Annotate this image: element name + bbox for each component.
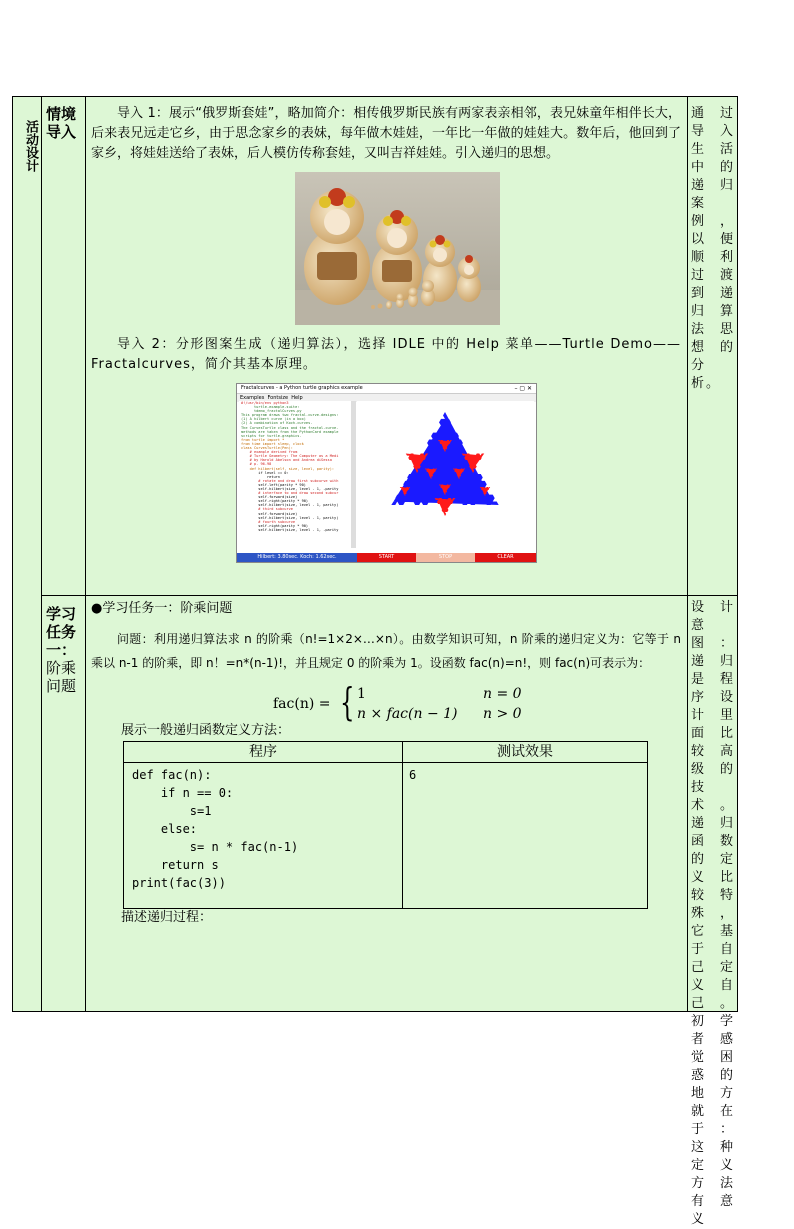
column-divider: [41, 97, 42, 1011]
demo-code-line: self.left(parity * 90): [241, 482, 306, 487]
formula-case1-cond: n = 0: [483, 686, 522, 702]
demo-code-line: return: [241, 474, 280, 479]
demo-code-line: self.hilbert(size, level - 1, -parity: [241, 486, 339, 491]
demo-code-line: class CurvesTurtle(Pen):: [241, 446, 293, 451]
demo-code-line: def hilbert(self, size, level, parity):: [241, 466, 335, 471]
window-controls: – ▢ ✕: [514, 385, 532, 392]
lesson-table: [12, 96, 738, 1227]
problem-paragraph: 问题：利用递归算法求 n 的阶乘（n!=1×2×…×n）。由数学知识可知，n 阶乘的递归定义为：它等于 n 乘以 n-1 的阶乘，即 n！=n*(n-1)!，并且规定 0 的阶乘为 1。设函数 fac(n)=n!，则 fac(n)可表示为：: [91, 632, 681, 670]
code-line: def fac(n):: [132, 768, 212, 782]
scrollbar[interactable]: [351, 401, 356, 548]
show-method-text: 展示一般递归函数定义方法：: [121, 723, 291, 738]
red-fractal-blob: [435, 498, 456, 516]
table-header-divider: [124, 762, 647, 763]
window-titlebar: [237, 384, 536, 394]
task1-title: ●学习任务一：阶乘问题: [91, 601, 233, 616]
code-line: else:: [132, 822, 198, 836]
demo-code-line: The CurvesTurtle class and the fractal-curve-: [241, 425, 339, 430]
demo-code-line: # fourth subcurve: [241, 519, 296, 524]
demo-code-line: tdemo_fractalCurves.py: [241, 409, 302, 414]
test-result: 6: [409, 768, 417, 782]
fac-formula: [273, 680, 533, 724]
stop-button[interactable]: STOP: [416, 553, 475, 562]
task1-label-sub: 阶乘问题: [46, 659, 77, 695]
code-line: s= n * fac(n-1): [132, 840, 299, 854]
intro2-paragraph: 导入 2：分形图案生成（递归算法），选择 IDLE 中的 Help 菜单——Turtle Demo——Fractalcurves，简介其基本原理。: [91, 337, 681, 372]
code-table: [123, 741, 648, 909]
activity-design-label: 活动设计: [23, 120, 38, 172]
code-pane: [239, 401, 351, 548]
demo-code-line: self.forward(size): [241, 495, 298, 500]
demo-code-line: (1) A hilbert curve (in a box): [241, 417, 306, 422]
demo-code-line: # Turtle Geometry: The Computer as a Medi: [241, 454, 339, 459]
task1-label-bold: 学习任务一：: [46, 605, 77, 659]
demo-code-line: This program draws two fractal-curve-designs:: [241, 413, 339, 418]
start-button[interactable]: START: [357, 553, 416, 562]
table-header-result: 测试效果: [497, 744, 553, 760]
menu-examples[interactable]: Examples: [240, 395, 265, 401]
column-divider: [85, 97, 86, 1011]
demo-code-line: methods are taken from the PythonCard example: [241, 429, 339, 434]
demo-code-line: self.right(parity * 90): [241, 523, 309, 528]
formula-brace: {: [340, 680, 355, 724]
column-divider: [687, 97, 688, 1011]
demo-code-line: # by Harold Abelson and Andrea diSessa: [241, 458, 332, 463]
row-divider: [41, 595, 737, 596]
formula-lhs: fac(n) =: [273, 696, 331, 712]
formula-case1: 1: [357, 686, 366, 702]
demo-code-line: scripts for turtle-graphics.: [241, 433, 302, 438]
menu-fontsize[interactable]: Fontsize: [267, 395, 289, 401]
formula-case2: n × fac(n − 1): [357, 706, 458, 722]
window-title: Fractalcurves - a Python turtle graphics example: [241, 385, 363, 391]
design-note-2: 设计意图：递归是程序设计里面比较高级的技术。递归函数的定义比较特殊，它基于自己定义自己。初学者感觉困惑的地方就在于：这种定义方法有意义: [691, 600, 735, 1227]
demo-code-line: #!/usr/bin/env python3: [241, 401, 289, 405]
clear-button[interactable]: CLEAR: [475, 553, 536, 562]
demo-code-line: # rotate and draw first subcurve with: [241, 478, 339, 483]
demo-code-line: turtle-example-suite:: [241, 405, 300, 410]
demo-code-line: # third subcurve: [241, 507, 293, 512]
demo-code-line: self.hilbert(size, level - 1, parity): [241, 515, 339, 520]
demo-code-line: (2) A combination of Koch-curves.: [241, 421, 313, 426]
turtle-demo-screenshot: [236, 383, 537, 563]
demo-code-line: # example derived from: [241, 450, 298, 455]
task1-label: [46, 605, 82, 695]
demo-code-line: self.hilbert(size, level - 1, parity): [241, 503, 339, 508]
code-line: if n == 0:: [132, 786, 234, 800]
describe-text: 描述递归过程：: [121, 910, 213, 925]
demo-code-line: self.hilbert(size, level - 1, -parity: [241, 527, 339, 532]
code-line: print(fac(3)): [132, 876, 226, 890]
demo-code-line: from turtle import *: [241, 437, 285, 442]
menu-help[interactable]: Help: [291, 395, 303, 401]
code-line: return s: [132, 858, 219, 872]
formula-case2-cond: n > 0: [483, 706, 522, 722]
demo-code-line: self.forward(size): [241, 511, 298, 516]
situation-intro-label: 情境导入: [46, 105, 77, 141]
demo-code-line: self.right(parity * 90): [241, 499, 309, 504]
demo-code-line: if level == 0:: [241, 470, 289, 475]
code-line: s=1: [132, 804, 212, 818]
design-note-1: 通过导入生活中的递归案例，以便顺利过渡到递归算法思想的分析。: [691, 106, 735, 391]
fractal-canvas: [357, 401, 534, 548]
intro1-paragraph: 导入 1：展示“俄罗斯套娃”，略加简介：相传俄罗斯民族有两家表亲相邻，表兄妹童年相伴长大，后来表兄远走它乡，由于思念家乡的表妹，每年做木娃娃，一年比一年做的娃娃大。数年后，他回到了家乡，将娃娃送给了表妹，后人模仿传称套娃，又叫吉祥娃娃。引入递归的思想。: [91, 106, 681, 161]
status-bar: Hilbert: 3.80sec. Koch: 1.62sec.: [237, 553, 357, 562]
code-block: [132, 766, 298, 892]
matryoshka-photo: [295, 172, 500, 325]
demo-code-line: from time import sleep, clock: [241, 441, 304, 446]
demo-code-line: # p. 96-98: [241, 462, 272, 467]
demo-code-line: # interface to and draw second subcur: [241, 491, 339, 496]
table-column-divider: [402, 742, 403, 908]
table-header-program: 程序: [249, 744, 277, 760]
